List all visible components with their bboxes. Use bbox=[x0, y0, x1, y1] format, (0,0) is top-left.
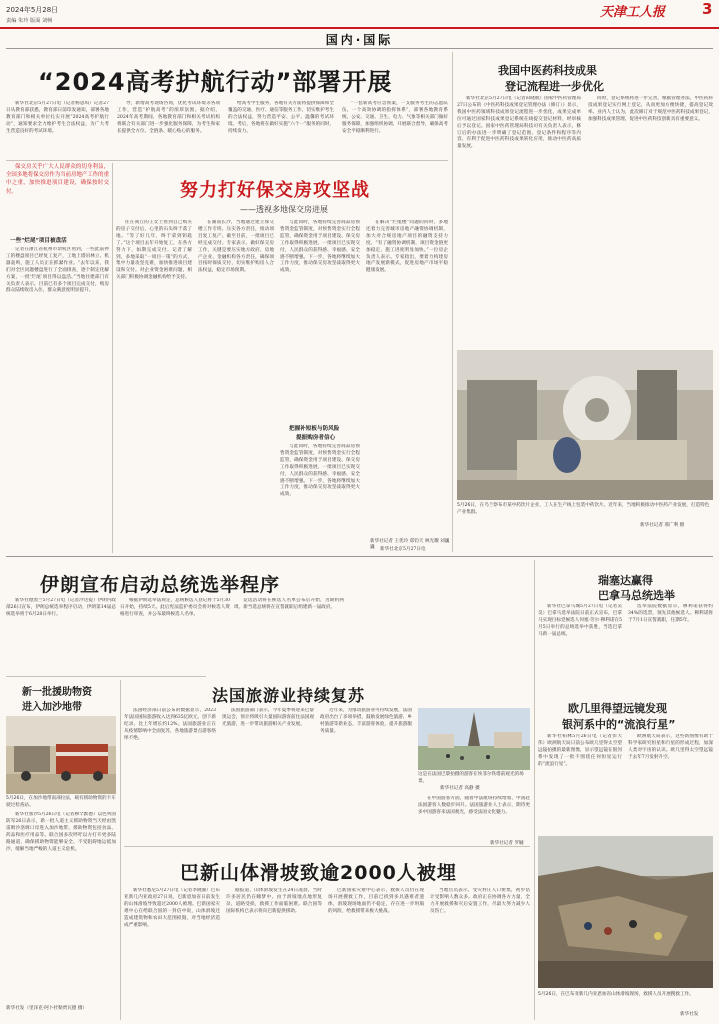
png-rule bbox=[124, 846, 530, 847]
iran-col-2 bbox=[120, 598, 230, 642]
france-col-3 bbox=[320, 708, 412, 838]
lead-col-1 bbox=[6, 101, 109, 157]
housing-col-3 bbox=[280, 220, 360, 420]
tcm-credit: 新华社记者 邢广利 摄 bbox=[640, 523, 685, 528]
png-col-4 bbox=[430, 888, 530, 1018]
iran-col-1 bbox=[6, 598, 116, 642]
housing-kicker-text: 保交房关乎广大人民群众的切身利益，全国多地将保交房作为当前房地产工作的重中之重，加快推进项目建设，确保按时交付。 bbox=[6, 164, 109, 195]
france-col-1 bbox=[124, 708, 216, 838]
lead-text-4: “一套新高考应急预案，一支服务考生的志愿队伍，一个高效协调的指挥体系”，部署各地教育系统、公安、交通、卫生、电力、气象等相关部门做好服务保障，加强组织协调，开展联合督导，确保高考安全平稳顺利进行。 bbox=[342, 101, 448, 134]
lead-rule bbox=[6, 160, 448, 161]
lead-col-4 bbox=[342, 101, 448, 157]
section-rule bbox=[6, 48, 713, 49]
france-byline: 新华社记者 罗毓 bbox=[490, 841, 524, 846]
galaxy-headline-2: 银河系中的“流浪行星” bbox=[562, 718, 676, 731]
galaxy-text-2: 欧洲航天局表示，这些新图像有助于科学家研究恒星和行星的形成过程，加深人类对宇宙的认识。欧几里得太空望远镜于去年7月发射升空。 bbox=[628, 734, 713, 760]
gaza-headline-2: 进入加沙地带 bbox=[22, 702, 82, 713]
panama-text-2: 选举法院数据显示，穆利诺获得约34%的选票，领先其他候选人。穆利诺将于7月1日宣誓就职，任期5年。 bbox=[628, 604, 713, 623]
panama-headline-1: 瑞塞达赢得 bbox=[598, 574, 653, 587]
lead-col-2 bbox=[117, 101, 220, 157]
section-title: 国内·国际 bbox=[325, 33, 394, 47]
iran-col-3 bbox=[234, 598, 344, 642]
tcm-headline-1: 我国中医药科技成果 bbox=[498, 64, 597, 77]
housing-text-4: 在解决“烂尾楼”问题的同时，多地还着力完善城市房地产融资协调机制，加大对合规房地产项目的融资支持力度。“有了融资协调机制，项目资金链更加稳定，施工进度明显加快。”一位房企负责人表示。专家指出，要着力构建房地产发展新模式，促进房地产市场平稳健康发展。 bbox=[366, 220, 448, 274]
right-divider bbox=[452, 52, 453, 552]
lead-text-2: 导，新增高考现场咨询，优化考试环境等各项工作，营造“护航高考”的浓厚氛围。据介绍，2024年高考期间，各地教育部门和相关考试机构将联合有关部门进一步强化服务保障，为考生和家长提供全方位、全链条、暖心贴心的服务。 bbox=[117, 101, 220, 134]
tcm-text-1: 新华社北京5月27日电（记者田晓航）国家中医药管理局27日公布的《中医药科技成果登记管理办法（修订）》显示，我国中医药领域科技成果登记流程进一步优化，成果完成单位可通过国家科技成果登记系统在线提交登记材料，经审核后予以登记。国家中医药管理局科技司有关负责人表示，修订后的办法进一步明确了登记范围、登记条件和程序等内容，有利于促进中医药科技成果转化应用，推动中医药高质量发展。 bbox=[457, 96, 581, 150]
housing-col-2 bbox=[198, 220, 274, 552]
panama-col-1 bbox=[538, 604, 622, 680]
gaza-photo bbox=[6, 716, 116, 794]
png-text-2: 据报道，山体滑坡发生在24日凌晨，当时许多居民仍在睡梦中。由于滑坡地点地形复杂、道路受损，救援工作面临困难。联合国等国际机构已表示将向巴新提供援助。 bbox=[226, 888, 322, 914]
housing-kicker bbox=[6, 163, 109, 233]
france-headline: 法国旅游业持续复苏 bbox=[212, 686, 366, 705]
gaza-headline-1: 新一批援助物资 bbox=[22, 687, 92, 698]
galaxy-divider bbox=[534, 680, 535, 1020]
housing-byline: 新华社记者 王优玲 郑钧天 林光耀 刘巍巍 bbox=[370, 539, 450, 550]
tcm-photo bbox=[457, 350, 713, 500]
panama-divider bbox=[534, 560, 535, 680]
iran-headline: 伊朗宣布启动总统选举程序 bbox=[40, 574, 281, 596]
housing-subheadline: ——透视多地保交房进展 bbox=[240, 205, 328, 214]
france-caption: 这是在法国巴黎拍摄的游客在埃菲尔铁塔前观光的场景。 bbox=[418, 772, 524, 784]
tcm-col-1 bbox=[457, 96, 581, 346]
gaza-caption: 5月26日，在加沙地带南部拉法，载有援助物资的卡车驶过检查站。 bbox=[6, 796, 116, 808]
lead-text-3: 给高考学生服务，各地有关方面将提供保障和全覆盖的交通、医疗、通信等服务工作，切实维护考生的合法权益，努力营造平安、公平、温馨的考试环境。考后，各地将在做好实施“六个一”服务的同时，持续发力。 bbox=[228, 101, 334, 134]
iran-text-1: 新华社德黑兰5月27日电（记者沙达提）伊朗内政部26日宣布，伊朗总统选举程序启动，伊朗第14届总统选举将于6月28日举行。 bbox=[6, 598, 116, 617]
france-text-4: 在中国游客方面，随着中法航班持续增加，中国赴法国游客人数稳步回升。法国旅游业人士表示，期待更多中国游客来法国观光，感受法国文化魅力。 bbox=[418, 796, 530, 815]
housing-col-1 bbox=[116, 220, 192, 552]
landslide-caption: 5月26日，在巴布亚新几内亚恩加省山体滑坡现场，救援人员开展搜救工作。 bbox=[538, 992, 694, 997]
housing-text-1: 住在商丘的王女士看到自己购买的房子交付后，心里的石头终于落了地。“等了好几年，终于拿到钥匙了。”这个项目去年开始复工，在各方努力下，如期完成交付。记者了解到，多地采取“一项目一策”的方式，集中力量攻坚克难，加快推进项目建设和交付。对企业资金困难问题，相关部门积极协调金融机构给予支持。 bbox=[116, 220, 192, 281]
housing-dateline: 新华社北京5月27日电 bbox=[380, 547, 426, 552]
gaza-credit: 新华社发（里泽克·阿卜杜勒贾瓦德 摄） bbox=[6, 1006, 88, 1011]
housing-col-4 bbox=[366, 220, 448, 536]
housing-col-3b bbox=[280, 444, 360, 552]
gaza-text: 新华社加沙5月26日电（记者穆罕默德）以色列国防军26日表示，新一批人道主义援助物资当天经由凯雷姆沙洛姆口岸进入加沙地带。援助物资包括食品、药品和医疗用品等。联合国多次呼吁以方打开更多陆路通道，确保援助物资能够安全、不受阻碍地运抵加沙，缓解当地严峻的人道主义危机。 bbox=[6, 812, 116, 852]
png-col-3 bbox=[328, 888, 424, 1018]
landslide-credit: 新华社发 bbox=[680, 1012, 699, 1017]
france-text-1: 法国经济部日前公布的数据显示，2023年法国国际旅游收入达到635亿欧元，创下新纪录，比上年增长约12%。法国旅游业正在从疫情影响中全面复苏，各地旅游景点游客络绎不绝。 bbox=[124, 708, 216, 741]
lead-text-1: 新华社北京5月27日电（记者杨思琪）记者27日从教育部获悉，教育部日前印发通知，部署各地教育部门和相关单位扎实开展“2024高考护航行动”，通知要求全力维护考生合法权益，为广大考生营造良好的考试环境。 bbox=[6, 101, 109, 134]
france-photo bbox=[418, 708, 530, 770]
housing-side-col bbox=[6, 247, 109, 551]
page-number: 3 bbox=[702, 0, 713, 18]
galaxy-col-1 bbox=[538, 734, 622, 830]
housing-side-text: 记者在浙江省杭州市余杭区看到，一些此前停工的楼盘项目已经复工复产，工地上塔吊林立、机器轰鸣，施工人员正在抓紧作业。“去年以来，我们对全区问题楼盘进行了全面排查，逐个制定化解方案，一批‘烂尾’项目得以盘活。”当地住建部门有关负责人表示，目前已有多个项目完成交付，购房群众陆续收房入住，群众满意度明显提升。 bbox=[6, 247, 109, 294]
png-headline: 巴新山体滑坡致逾2000人被埋 bbox=[180, 862, 457, 884]
galaxy-text-1: 新华社柏林5月26日电（记者彭大伟）欧洲航天局日前公布欧几里得太空望远镜拍摄的最新图像，显示望远镜在银河系中发现了一批不围绕任何恒星运行的“流浪行星”。 bbox=[538, 734, 622, 767]
housing-text-2: 在湖南长沙，当地通过建立保交楼工作专班，压实各方责任，推动项目复工复产。截至目前，一批项目已经完成交付。专家表示，做好保交房工作，关键是要压实地方政府、房地产企业、金融机构各方责任，确保项目按时保质交付，切实维护购房人合法权益，稳定市场预期。 bbox=[198, 220, 274, 274]
gaza-divider bbox=[120, 680, 121, 1020]
housing-divider bbox=[112, 163, 113, 553]
png-col-2 bbox=[226, 888, 322, 1018]
france-col-4 bbox=[418, 796, 530, 840]
mid-rule bbox=[6, 556, 713, 557]
france-col-2 bbox=[222, 708, 314, 838]
newspaper-brand: 天津工人报 bbox=[600, 5, 666, 20]
housing-headline: 努力打好保交房攻坚战 bbox=[180, 180, 370, 201]
housing-subhead-3: 提振购房者信心 bbox=[296, 435, 336, 441]
png-text-4: 当地官员表示，受灾村庄人口密集，初步估计受影响人数众多。政府正在协调各方力量，全力开展救援和灾后安置工作，尽最大努力减少人员伤亡。 bbox=[430, 888, 530, 914]
galaxy-col-2 bbox=[628, 734, 713, 830]
iran-text-2: 根据伊朗选举法规定，总统候选人登记将于5月30日开始，持续5天。此后宪法监护委员会将对候选人资格进行审查，并公布最终候选人名单。 bbox=[120, 598, 230, 617]
editors-label: 责编 朱玲 版面 刘畅 bbox=[6, 18, 53, 24]
panama-col-2 bbox=[628, 604, 713, 680]
png-text-3: 巴新国家灾难中心表示，救援人员仍在现场开展搜救工作，目前已找到多具遇难者遗体，滑坡现场地面仍不稳定，存在进一步坍塌的风险，给救援带来极大挑战。 bbox=[328, 888, 424, 914]
lead-headline: “2024高考护航行动”部署开展 bbox=[38, 68, 393, 96]
galaxy-headline-1: 欧几里得望远镜发现 bbox=[568, 702, 667, 715]
panama-headline-2: 巴拿马总统选举 bbox=[598, 589, 675, 602]
landslide-photo bbox=[538, 836, 713, 988]
png-text-1: 新华社悉尼5月27日电（记者李晓渝）巴布亚新几内亚政府27日说，巴新恩加省日前发生的山体滑坡导致超过2000人被埋。巴新国家灾难中心在给联合国的一封信中说，山体滑坡还造成建筑物和农田大范围损毁，对当地经济造成严重影响。 bbox=[124, 888, 220, 928]
gaza-rule bbox=[6, 676, 206, 677]
france-credit: 新华社记者 高静 摄 bbox=[440, 786, 480, 791]
housing-subhead-2: 把握补短板与防风险 bbox=[289, 426, 340, 432]
date-label: 2024年5月28日 bbox=[6, 6, 59, 14]
tcm-col-2 bbox=[588, 96, 713, 346]
png-col-1 bbox=[124, 888, 220, 1018]
france-text-3: 近年来，为推动旅游业可持续发展，法国政府出台了多项举措，鼓励发展绿色旅游、乡村旅游等新业态，丰富游客体验，提升旅游服务质量。 bbox=[320, 708, 412, 734]
tcm-caption: 5月26日，在乌兰察布市某中药饮片企业，工人在生产线上包装中药饮片。近年来，当地积极推动中医药产业发展，打造特色产业集群。 bbox=[457, 503, 710, 515]
france-text-2: 法国旅游部门表示，今年夏季将迎来巴黎奥运会，预计将吸引大量国际游客前往法国观光旅游，进一步带动旅游相关产业发展。 bbox=[222, 708, 314, 727]
gaza-col bbox=[6, 812, 116, 1002]
housing-side-subhead: 一些“烂尾”项目被盘活 bbox=[10, 238, 67, 244]
housing-text-3b: 与此同时，各地持续完善商品房预售资金监管制度，对预售资金实行全程监管，确保资金用于项目建设。保交房工作取得积极进展，一批项目已实现交付，人民群众的获得感、幸福感、安全感不断增强。下一步，各地将继续加大工作力度，推动保交房攻坚战取得更大成效。 bbox=[280, 444, 360, 498]
housing-text-3: 与此同时，各地持续完善商品房预售资金监管制度，对预售资金实行全程监管，确保资金用于项目建设。保交房工作取得积极进展，一批项目已实现交付，人民群众的获得感、幸福感、安全感不断增强。下一步，各地将继续加大工作力度，推动保交房攻坚战取得更大成效。 bbox=[280, 220, 360, 274]
lead-col-3 bbox=[228, 101, 334, 157]
section-bar bbox=[0, 27, 719, 29]
iran-text-3: 竞选活动将在候选人名单公布后开始，为期约两周。新当选总统将在宣誓就职后组建新一届政府。 bbox=[234, 598, 344, 610]
panama-text-1: 新华社巴拿马城5月27日电（记者吴昊）巴拿马选举法院日前正式宣布，巴拿马实现目标党候选人何塞·劳尔·穆利诺在5月5日举行的总统选举中获胜，当选巴拿马新一届总统。 bbox=[538, 604, 622, 637]
tcm-text-2: 同时，登记系统将进一步完善，根据管理办法，中医药科技成果登记实行网上登记，从而更加方便快捷，提高登记效率。业内人士认为，此次修订对于规范中医药科技成果登记、加强科技成果管理、促进中医药科技创新具有重要意义。 bbox=[588, 96, 713, 122]
tcm-headline-2: 登记流程进一步优化 bbox=[505, 80, 604, 93]
